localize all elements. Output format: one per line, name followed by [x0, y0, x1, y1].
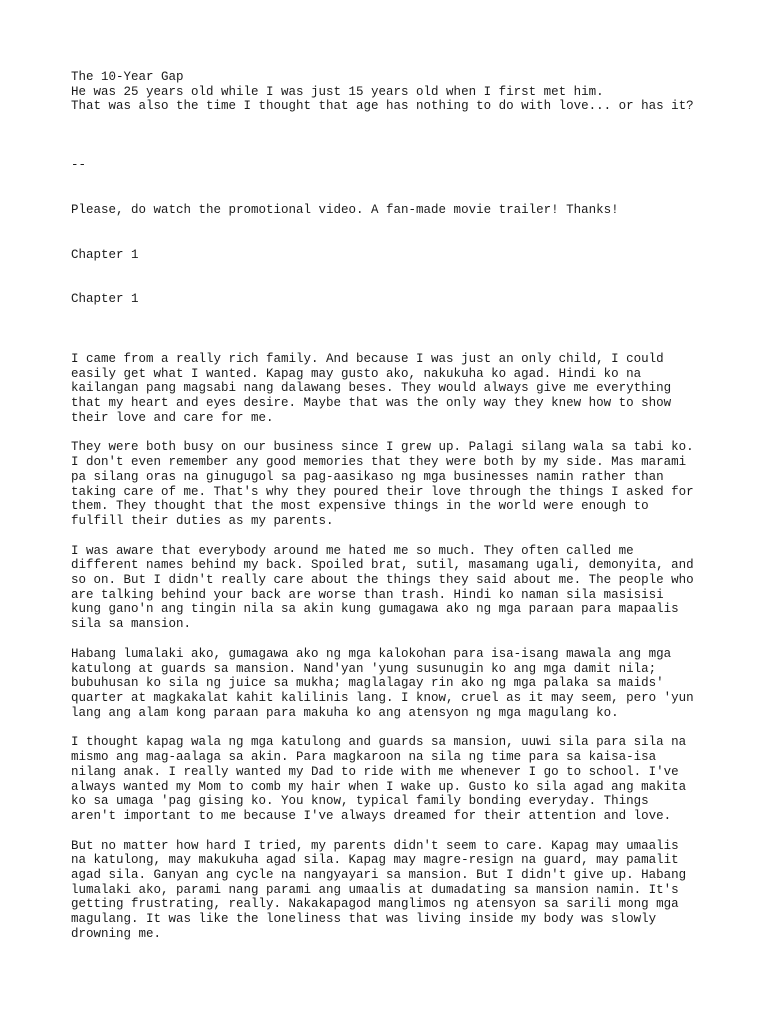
paragraph-line: They were both busy on our business since I grew up. Palagi silang wala sa tabi ko.	[71, 440, 694, 455]
synopsis-line-1: He was 25 years old while I was just 15 years old when I first met him.	[71, 84, 604, 99]
story-title: The 10-Year Gap	[71, 70, 184, 84]
paragraph-line: fulfill their duties as my parents.	[71, 513, 334, 528]
paragraph-line: magulang. It was like the loneliness that was living inside my body was slowly	[71, 912, 657, 927]
chapter-heading: Chapter 1	[71, 247, 139, 262]
paragraph	[71, 440, 711, 528]
paragraph-line: But no matter how hard I tried, my parents didn't seem to care. Kapag may umaalis	[71, 838, 679, 853]
paragraph-line: ko sa umaga 'pag gising ko. You know, typical family bonding everyday. Things	[71, 794, 649, 809]
paragraph-line: I was aware that everybody around me hated me so much. They often called me	[71, 543, 634, 558]
paragraph-line: katulong at guards sa mansion. Nand'yan 'yung susunugin ko ang mga damit nila;	[71, 661, 657, 676]
paragraph-line: I thought kapag wala ng mga katulong and guards sa mansion, uuwi sila para sila na	[71, 735, 687, 750]
paragraph-line: kung gano'n ang tingin nila sa akin kung gumagawa ako ng mga paraan para mapaalis	[71, 602, 679, 617]
paragraph-line: easily get what I wanted. Kapag may gusto ako, nakukuha ko agad. Hindi ko na	[71, 366, 642, 381]
paragraph	[71, 544, 711, 632]
paragraph	[71, 839, 711, 942]
paragraph-line: taking care of me. That's why they poured their love through the things I asked for	[71, 484, 694, 499]
paragraph-line: lumalaki ako, parami nang parami ang umaalis at dumadating sa mansion namin. It's	[71, 882, 679, 897]
paragraph-line: always wanted my Mom to comb my hair when I wake up. Gusto ko sila agad ang makita	[71, 779, 687, 794]
paragraph-line: pa silang oras na ginugugol sa pag-aasikaso ng mga businesses namin rather than	[71, 469, 664, 484]
paragraph-line: quarter at magkakalat kahit kalilinis lang. I know, cruel as it may seem, pero 'yun	[71, 690, 694, 705]
paragraph-line: kailangan pang magsabi nang dalawang beses. They would always give me everything	[71, 381, 672, 396]
story-paragraphs	[71, 352, 711, 942]
paragraph	[71, 352, 711, 426]
paragraph-line: aren't important to me because I've always dreamed for their attention and love.	[71, 808, 672, 823]
paragraph-line: different names behind my back. Spoiled brat, sutil, masamang ugali, demonyita, and	[71, 558, 694, 573]
paragraph-line: them. They thought that the most expensive things in the world were enough to	[71, 499, 649, 514]
synopsis-line-2: That was also the time I thought that age has nothing to do with love... or has it?	[71, 99, 694, 114]
paragraph	[71, 735, 711, 823]
separator: --	[71, 158, 87, 173]
paragraph	[71, 647, 711, 721]
chapter-heading: Chapter 1	[71, 292, 139, 307]
paragraph-line: drowning me.	[71, 926, 162, 941]
paragraph-line: I don't even remember any good memories that they were both by my side. Mas marami	[71, 455, 687, 470]
paragraph-line: mismo ang mag-aalaga sa akin. Para magkaroon na sila ng time para sa kaisa-isa	[71, 750, 657, 765]
paragraph-line: their love and care for me.	[71, 410, 274, 425]
paragraph-line: are talking behind your back are worse than trash. Hindi ko naman sila masisisi	[71, 587, 664, 602]
document-body	[71, 70, 711, 942]
paragraph-line: getting frustrating, really. Nakakapagod manglimos ng atensyon sa sarili mong mga	[71, 897, 679, 912]
paragraph-line: so on. But I didn't really care about the things they said about me. The people who	[71, 573, 694, 588]
promo-note: Please, do watch the promotional video. A fan-made movie trailer! Thanks!	[71, 202, 619, 217]
paragraph-line: agad sila. Ganyan ang cycle na nangyayari sa mansion. But I didn't give up. Habang	[71, 868, 687, 883]
paragraph-line: nilang anak. I really wanted my Dad to ride with me whenever I go to school. I've	[71, 764, 679, 779]
paragraph-line: Habang lumalaki ako, gumagawa ako ng mga kalokohan para isa-isang mawala ang mga	[71, 646, 672, 661]
paragraph-line: lang ang alam kong paraan para makuha ko ang atensyon ng mga magulang ko.	[71, 705, 619, 720]
paragraph-line: bubuhusan ko sila ng juice sa mukha; maglalagay rin ako ng mga palaka sa maids'	[71, 676, 664, 691]
paragraph-line: na katulong, may makukuha agad sila. Kapag may magre-resign na guard, may pamalit	[71, 853, 679, 868]
paragraph-line: I came from a really rich family. And because I was just an only child, I could	[71, 351, 664, 366]
paragraph-line: sila sa mansion.	[71, 617, 192, 632]
paragraph-line: that my heart and eyes desire. Maybe that was the only way they knew how to show	[71, 396, 672, 411]
